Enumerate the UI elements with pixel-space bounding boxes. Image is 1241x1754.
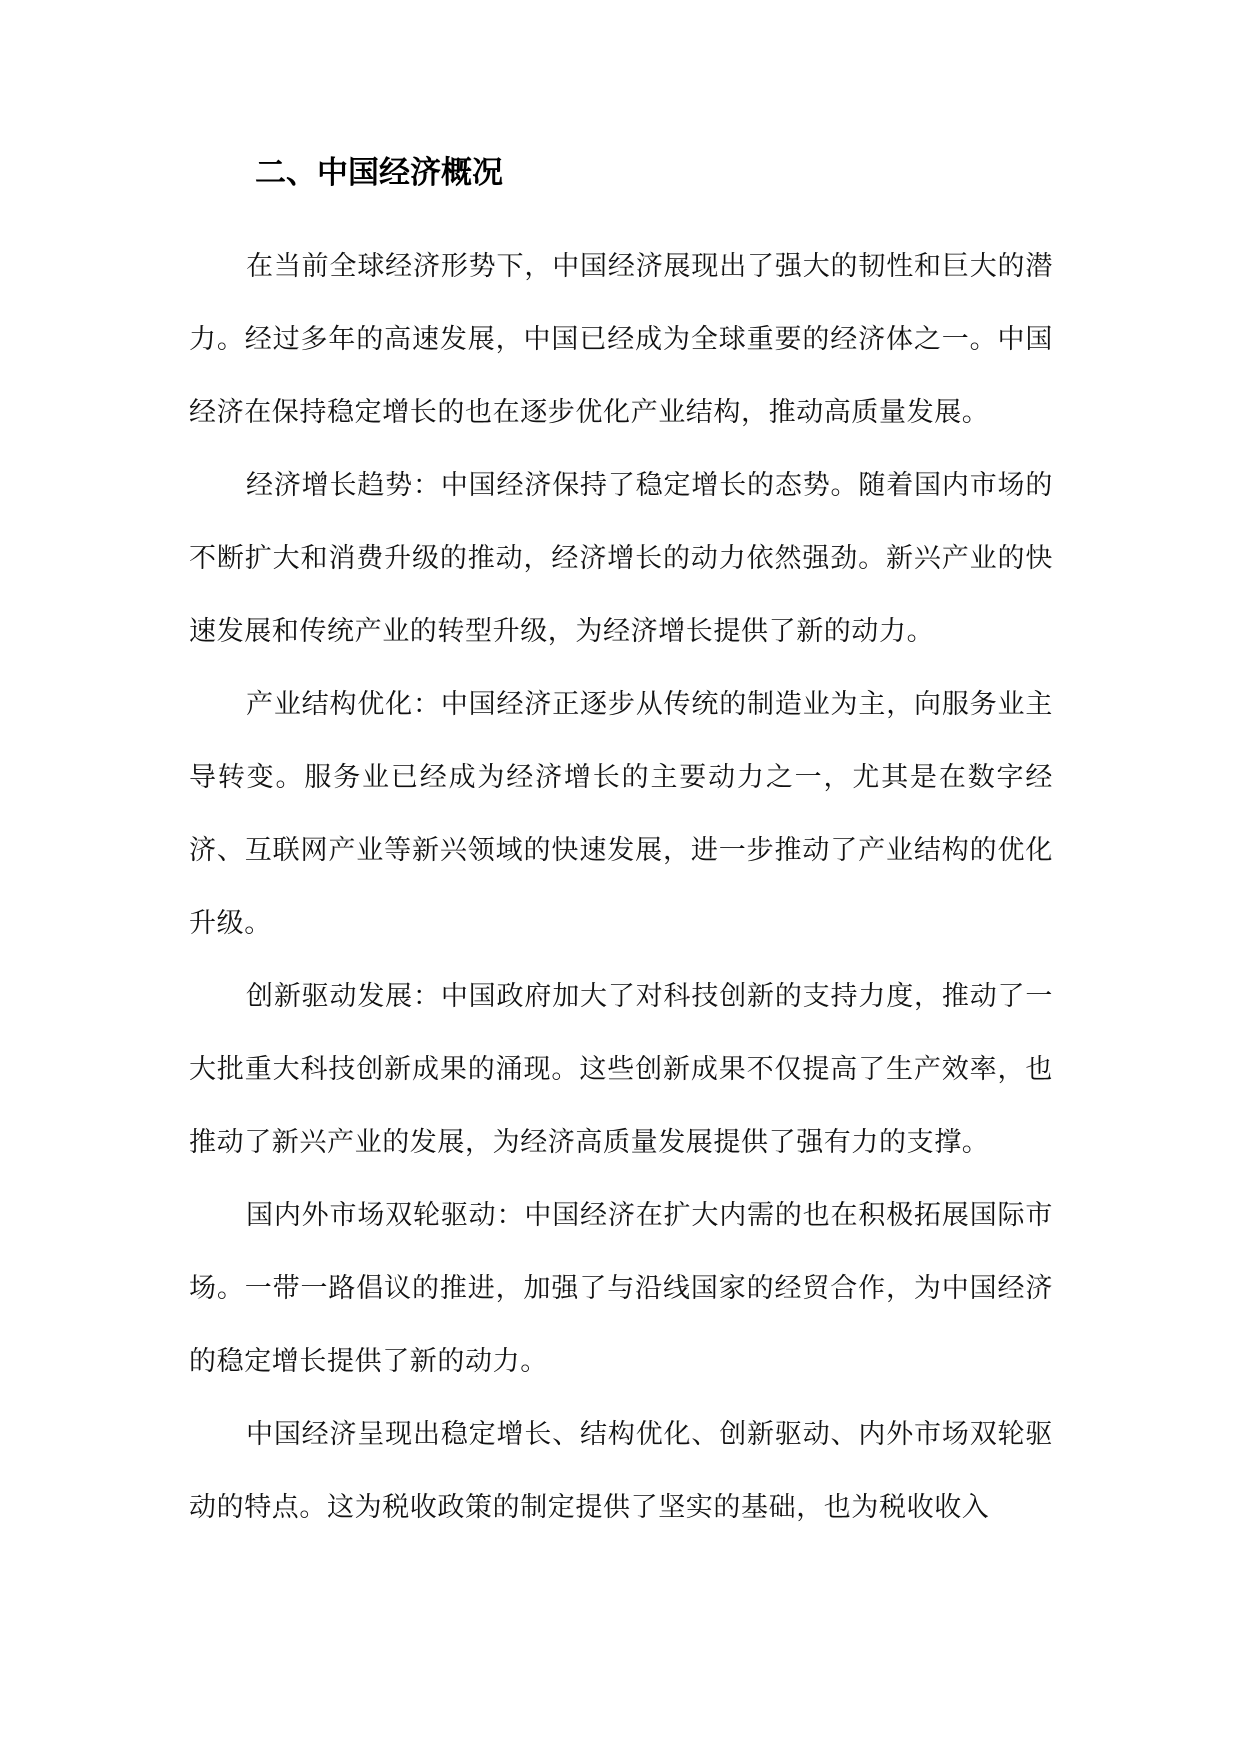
section-heading: 二、中国经济概况 [255, 155, 503, 191]
paragraph-summary: 中国经济呈现出稳定增长、结构优化、创新驱动、内外市场双轮驱动的特点。这为税收政策的制定提供了坚实的基础，也为税收收入 [189, 1419, 1053, 1523]
paragraph-growth-trend: 经济增长趋势：中国经济保持了稳定增长的态势。随着国内市场的不断扩大和消费升级的推动，经济增长的动力依然强劲。新兴产业的快速发展和传统产业的转型升级，为经济增长提供了新的动力。 [189, 470, 1053, 647]
document-body [189, 230, 1053, 1544]
paragraph-dual-circulation: 国内外市场双轮驱动：中国经济在扩大内需的也在积极拓展国际市场。一带一路倡议的推进，加强了与沿线国家的经贸合作，为中国经济的稳定增长提供了新的动力。 [189, 1200, 1053, 1377]
paragraph-industrial-structure: 产业结构优化：中国经济正逐步从传统的制造业为主，向服务业主导转变。服务业已经成为经济增长的主要动力之一，尤其是在数字经济、互联网产业等新兴领域的快速发展，进一步推动了产业结构的优化升级。 [189, 689, 1053, 939]
paragraph-innovation: 创新驱动发展：中国政府加大了对科技创新的支持力度，推动了一大批重大科技创新成果的涌现。这些创新成果不仅提高了生产效率，也推动了新兴产业的发展，为经济高质量发展提供了强有力的支撑。 [189, 981, 1053, 1158]
paragraph-overview: 在当前全球经济形势下，中国经济展现出了强大的韧性和巨大的潜力。经过多年的高速发展，中国已经成为全球重要的经济体之一。中国经济在保持稳定增长的也在逐步优化产业结构，推动高质量发展。 [189, 251, 1053, 428]
